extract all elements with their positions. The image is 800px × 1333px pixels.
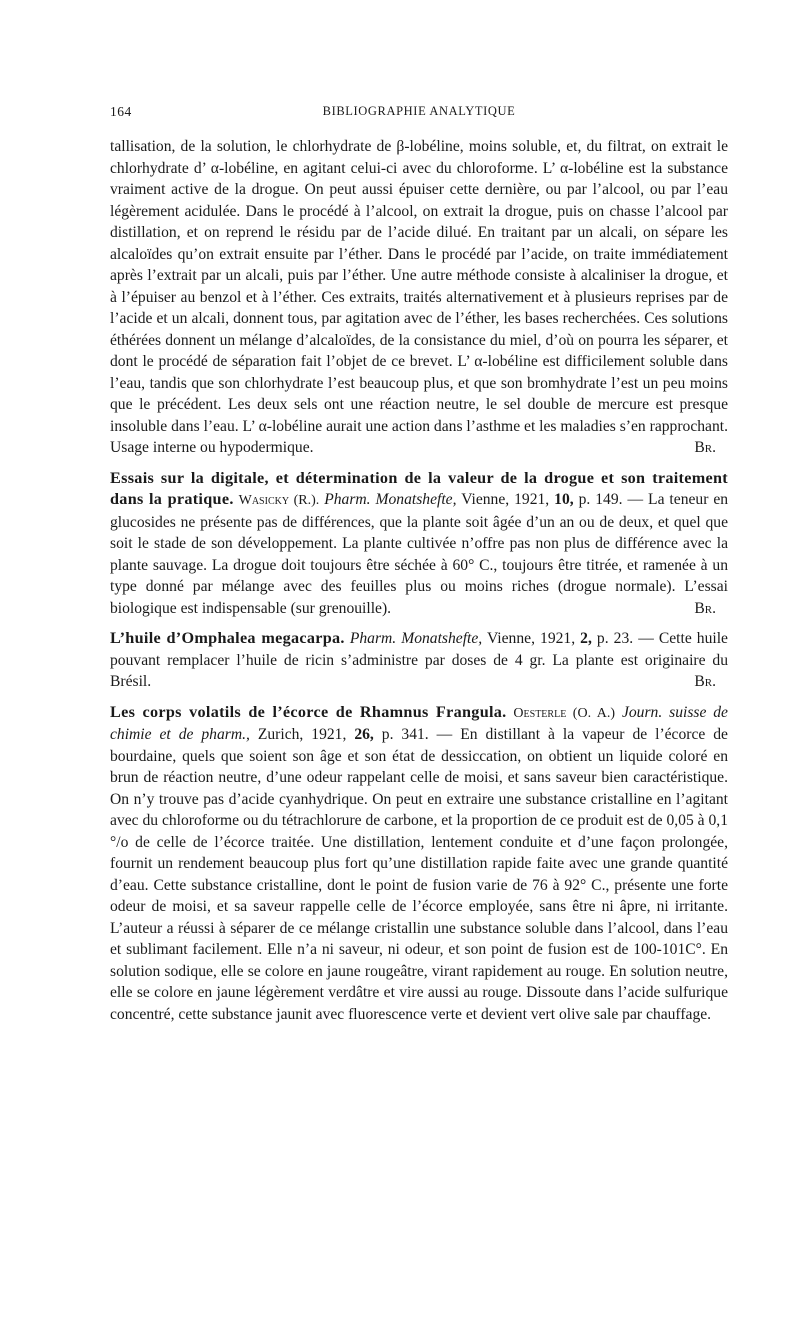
article-place-year: Vienne, 1921, [486,630,576,647]
article-entry [110,628,728,693]
page-number: 164 [110,104,132,119]
article-title: L’huile d’Omphalea megacarpa. [110,629,345,647]
page-header [110,104,728,126]
article-title: Les corps volatils de l’écorce de Rhamnus Frangula. [110,702,507,721]
article-body: — La teneur en glucosides ne présente pas de différences, que la plante soit âgée d’un an ou de deux, et quel que soit le stade de son développement. La plante cultivée n’offre pas non plus de différence avec la plante sauvage. La drogue doit toujours être séchée à 60° C., toujours être titrée, et ramenée à un type donné par mélange avec des feuilles plus ou moins riches (drogue normale). L’essai biologique est indispensable (sur grenouille). [110,491,729,617]
article-place-year: Vienne, 1921, [461,491,550,508]
article-volume: 26, [354,726,374,743]
article-volume: 2, [580,630,592,647]
article-place-year: Zurich, 1921, [257,726,347,743]
article-title: Essais sur la digitale, et détermination de la valeur de la drogue et son traitement dans la pratique. [110,468,728,508]
running-title: BIBLIOGRAPHIE ANALYTIQUE [322,104,516,118]
article-author: Oesterle (O. A.) [513,705,616,721]
article-pages: p. 23. [596,630,634,647]
continuation-paragraph [110,136,728,459]
article-body: — Cette huile pouvant remplacer l’huile de ricin s’administre par doses de 4 gr. La plante est originaire du Brésil. [110,630,728,690]
reviewer-initials: Br. [694,673,716,690]
reviewer-initials: Br. [694,439,716,456]
document-page [110,104,728,1034]
article-journal: Pharm. Monatshefte, [349,630,483,647]
article-volume: 10, [554,491,574,508]
article-entry [110,702,728,1026]
article-pages: p. 149. [578,491,623,508]
article-body: — En distillant à la vapeur de l’écorce de bourdaine, quels que soient son âge et son état de dessiccation, on obtient un liquide coloré en brun de réaction neutre, d’une odeur rappelant celle de moisi, et sans saveur bien caractéristique. On n’y trouve pas d’acide cyanhydrique. On peut en extraire une substance cristalline en l’agitant avec du chloroforme ou du tétrachlorure de carbone, et la proportion de ce produit est de 0,05 à 0,1 °/o de celle de l’écorce traitée. Une distillation, lentement conduite et d’une façon prolongée, fournit un rendement beaucoup plus fort qu’une distillation rapide faite avec une grande quantité d’eau. Cette substance cristalline, dont le point de fusion varie de 76 à 92° C., présente une forte odeur de moisi, et sa saveur rappelle celle de l’écorce employée, sans être ni âpre, ni irritante. L’auteur a réussi à séparer de ce mélange cristallin une substance soluble dans l’alcool, dans l’eau et sublimant facilement. Elle n’a ni saveur, ni odeur, et son point de fusion est de 100-101C°. En solution sodique, elle se colore en jaune rougeâtre, virant rapidement au rouge. En solution neutre, elle se colore en jaune légèrement verdâtre et vire aussi au rouge. Dissoute dans l’acide sulfurique concentré, cette substance jaunit avec fluorescence verte et devient vert olive sale par chauffage. [110,726,728,1023]
reviewer-initials: Br. [694,599,716,617]
article-pages: p. 341. [381,726,429,743]
article-author: Wasicky (R.). [238,493,320,508]
article-journal: Pharm. Monatshefte, [324,491,457,508]
article-journal: Journ. suisse de chimie et de pharm., [110,703,728,743]
continuation-text: tallisation, de la solution, le chlorhydrate de β-lobéline, moins soluble, et, du filtrat, on extrait le chlorhydrate d’ α-lobéline, en agitant celui-ci avec du chloroforme. L’ α-lobéline est la substance vraiment active de la drogue. On peut aussi épuiser cette dernière, ou par l’alcool, ou par l’eau légèrement acidulée. Dans le procédé à l’alcool, on extrait la drogue, puis on chasse l’alcool par distillation, et on reprend le résidu par de l’acide dilué. En traitant par un alcali, on sépare les alcaloïdes qu’on extrait ensuite par l’éther. Dans le procédé par l’acide, on traite immédiatement après l’extrait par un alcali, puis par l’éther. Une autre méthode consiste à alcaliniser la drogue, et à l’épuiser au benzol et à l’éther. Ces extraits, traités alternativement et à plusieurs reprises par de l’acide et un alcali, donnent tous, par agitation avec de l’éther, les bases recherchées. Ces solutions éthérées donnent un mélange d’alcaloïdes, de la consistance du miel, d’où on pourra les séparer, et dont le procédé de séparation fait l’objet de ce brevet. L’ α-lobéline est difficilement soluble dans l’eau, tandis que son chlorhydrate l’est beaucoup plus, et que son bromhydrate l’est un peu moins que le précédent. Les deux sels ont une réaction neutre, le sel double de mercure est presque insoluble dans l’eau. L’ α-lobéline aurait une action dans l’asthme et les maladies s’en rapprochant. Usage interne ou hypodermique. [110,138,728,456]
article-entry [110,468,728,620]
